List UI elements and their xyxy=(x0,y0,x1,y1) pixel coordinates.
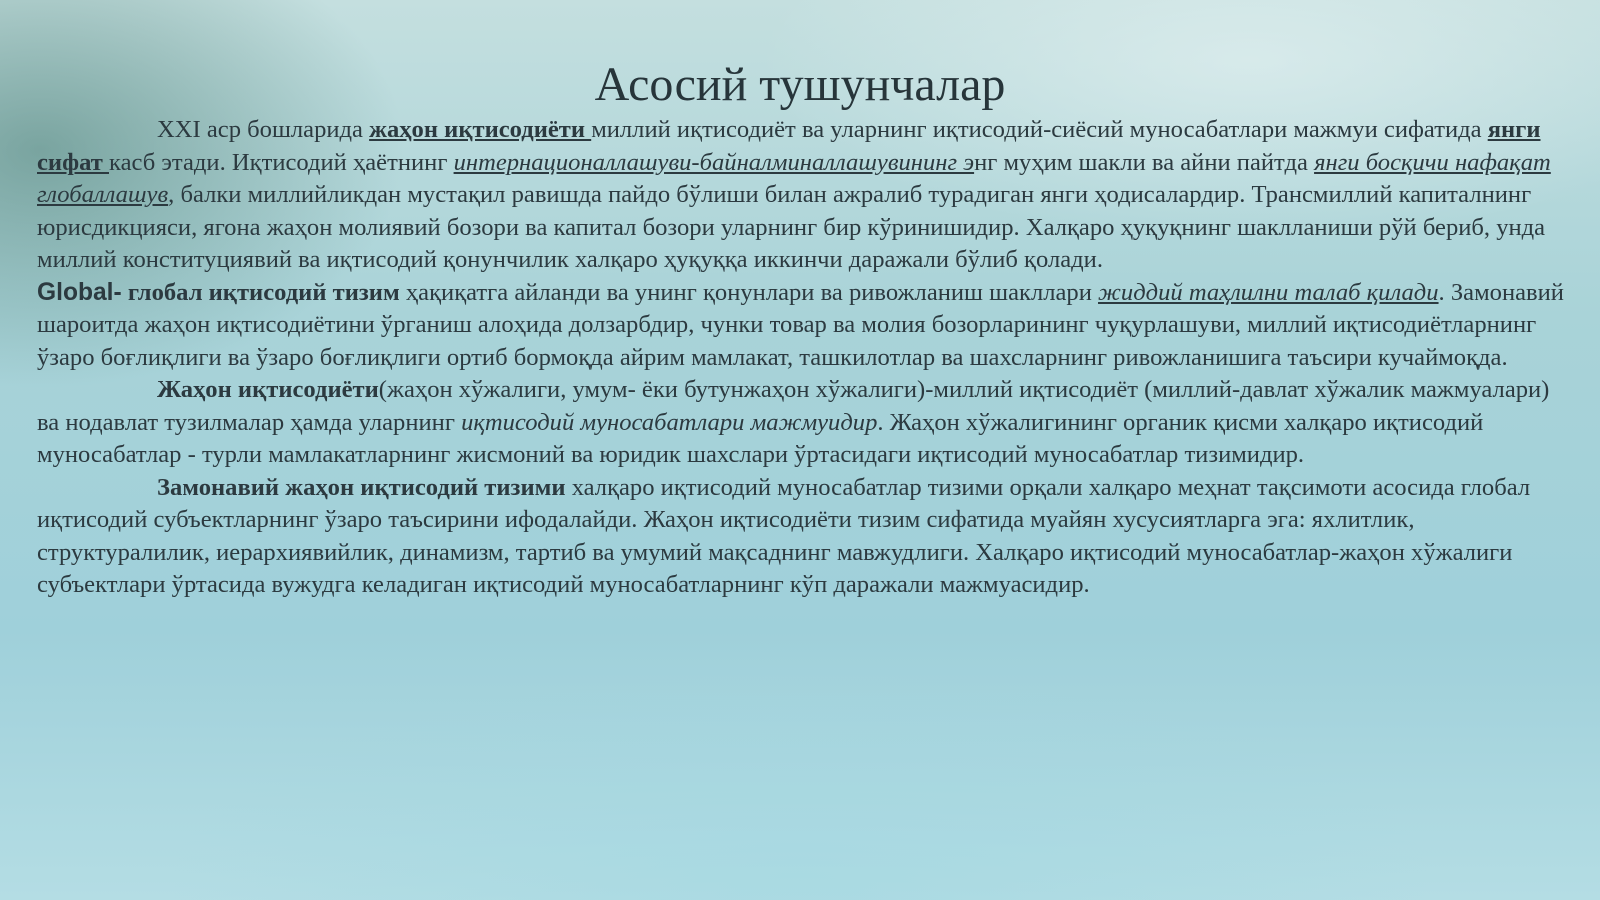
p1-text-2: миллий иқтисодиёт ва уларнинг иқтисодий-сиёсий муносабатлари мажмуи сифатида xyxy=(591,116,1488,143)
paragraph-4 xyxy=(37,472,1567,602)
p4-text-1: халқаро иқтисодий муносабатлар тизими орқали халқаро меҳнат тақсимоти асосида глобал иқтисодий субъектларнинг ўзаро таъсирини ифодалайди. Жаҳон иқтисодиёти тизим сифатида муайян хусусиятларга эга: яхлитлик, структуралилик, иерархиявийлик, динамизм, тартиб ва умумий мақсаднинг мавжудлиги. Халқаро иқтисодий муносабатлар-жаҳон хўжалиги субъектлари ўртасида вужудга келадиган иқтисодий муносабатларнинг кўп даражали мажмуасидир. xyxy=(37,473,1531,598)
paragraph-1 xyxy=(37,114,1567,277)
paragraph-2 xyxy=(37,277,1567,375)
p2-term-global: Global- xyxy=(37,278,122,306)
p4-term-modern-system: Замонавий жаҳон иқтисодий тизими xyxy=(157,473,566,501)
p1-text-5: , балки миллийликдан мустақил равишда пайдо бўлиши билан ажралиб турадиган янги ҳодисалардир. Трансмиллий капиталнинг юрисдикцияси, ягона жаҳон молиявий бозори ва капитал бозори уларнинг бир кўринишидир. Халқаро ҳуқуқнинг шаклланиши рўй бериб, унда миллий конституциявий ва иқтисодий қонунчилик халқаро ҳуқуққа иккинчи даражали бўлиб қолади. xyxy=(37,181,1546,273)
p1-text-4: нг муҳим шакли ва айни пайтда xyxy=(974,148,1315,176)
p2-text-1: ҳақиқатга айланди ва унинг қонунлари ва ривожланиш шакллари xyxy=(399,278,1099,306)
p2-term-analysis: жиддий таҳлилни талаб қилади xyxy=(1098,278,1439,306)
p1-term-jahon-iqtisodiyoti: жаҳон иқтисодиёти xyxy=(369,116,592,143)
p3-term-world-economy: Жаҳон иқтисодиёти xyxy=(157,376,379,403)
p1-term-globalization: янги босқичи нафақат глобаллашув xyxy=(37,148,1551,208)
p1-term-internationalization: интернационаллашуви-байналминаллашувининг э xyxy=(453,148,975,176)
p3-text-2: . Жаҳон хўжалигининг органик қисми халқаро иқтисодий муносабатлар - турли мамлакатларнинг жисмоний ва юридик шахслари ўртасидаги иқтисодий муносабатлар тизимидир. xyxy=(37,408,1484,468)
p2-text-2: . Замонавий шароитда жаҳон иқтисодиётини ўрганиш алоҳида долзарбдир, чунки товар ва молия бозорларининг чуқурлашуви, миллий иқтисодиётларнинг ўзаро боғлиқлиги ва ўзаро боғлиқлиги ортиб бормоқда айрим мамлакат, ташкилотлар ва шахсларнинг ривожланишига таъсири кучаймоқда. xyxy=(37,278,1564,371)
p2-term-global-system: глобал иқтисодий тизим xyxy=(121,278,400,306)
slide-body xyxy=(37,114,1567,602)
p3-term-relations: иқтисодий муносабатлари мажмуидир xyxy=(461,408,878,436)
p1-text-1: XXI аср бошларида xyxy=(157,116,370,143)
p3-text-1: (жаҳон хўжалиги, умум- ёки бутунжаҳон хўжалиги)-миллий иқтисодиёт (миллий-давлат хўжалик мажмуалари) ва нодавлат тузилмалар ҳамда уларнинг xyxy=(37,376,1550,436)
slide-title: Асосий тушунчалар xyxy=(594,58,1006,111)
paragraph-3 xyxy=(37,374,1567,472)
p1-term-yangi-sifat: янги сифат xyxy=(37,116,1541,176)
p1-text-3: касб этади. Иқтисодий ҳаётнинг xyxy=(109,148,454,176)
